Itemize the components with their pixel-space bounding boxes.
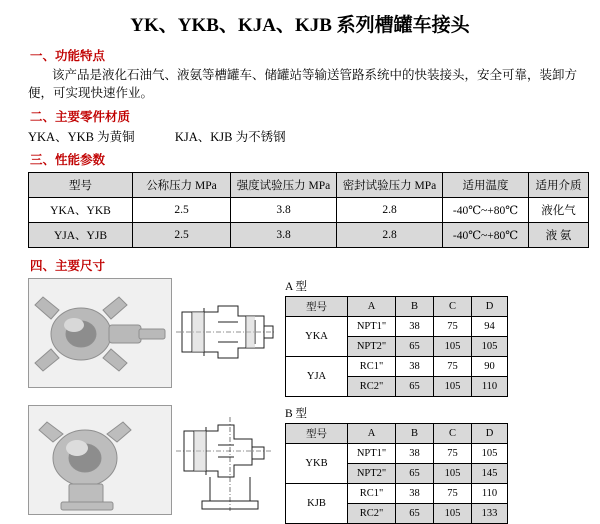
- dim-a-cell: 75: [434, 357, 472, 377]
- dim-a-cell: 90: [472, 357, 508, 377]
- features-paragraph: 该产品是液化石油气、液氨等槽罐车、储罐站等输送管路系统中的快装接头，安全可靠，装卸方便，可实现快速作业。: [28, 68, 578, 101]
- table-row: [286, 317, 508, 337]
- dim-b-cell: 65: [396, 504, 434, 524]
- dim-a-cell: RC2": [348, 377, 396, 397]
- performance-table-header-row: [29, 173, 589, 198]
- table-row: [286, 444, 508, 464]
- dim-b-cell: 75: [434, 484, 472, 504]
- perf-cell: 3.8: [231, 198, 337, 223]
- drawing-b: [172, 405, 277, 513]
- dim-a-cell: 75: [434, 317, 472, 337]
- dimension-block-a: [28, 278, 588, 397]
- dim-a-cell: 38: [396, 357, 434, 377]
- photo-a: [28, 278, 172, 388]
- perf-cell: 2.5: [133, 223, 231, 248]
- dim-a-cell: 105: [472, 337, 508, 357]
- drawing-a: [172, 278, 277, 386]
- photo-b: [28, 405, 172, 515]
- dim-a-header-cell: C: [434, 297, 472, 317]
- dim-b-model: KJB: [286, 484, 348, 524]
- perf-cell: 2.8: [337, 198, 443, 223]
- dim-a-cell: RC1": [348, 357, 396, 377]
- perf-cell: -40℃~+80℃: [443, 223, 529, 248]
- page-title: YK、YKB、KJA、KJB 系列槽罐车接头: [130, 15, 470, 36]
- drawing-a-graphic: [172, 278, 277, 386]
- dimension-table-a-wrap: [285, 278, 508, 397]
- dim-b-cell: 145: [472, 464, 508, 484]
- dim-b-cell: RC1": [348, 484, 396, 504]
- table-row: [286, 357, 508, 377]
- dim-a-cell: 105: [434, 337, 472, 357]
- drawing-b-graphic: [172, 405, 277, 513]
- dim-b-header-cell: A: [348, 424, 396, 444]
- dim-b-cell: 38: [396, 444, 434, 464]
- dim-a-header-cell: D: [472, 297, 508, 317]
- dimension-blocks: [28, 278, 588, 524]
- perf-header-cell: 型号: [29, 173, 133, 198]
- photo-a-graphic: [29, 279, 171, 387]
- table-row: [286, 484, 508, 504]
- perf-cell: 液化气: [529, 198, 589, 223]
- dim-a-header-cell: A: [348, 297, 396, 317]
- photo-b-graphic: [29, 406, 171, 514]
- dim-a-model: YKA: [286, 317, 348, 357]
- dim-b-cell: 75: [434, 444, 472, 464]
- type-label-b: B 型: [285, 408, 308, 421]
- section-heading-dimensions: 四、主要尺寸: [30, 259, 106, 274]
- dim-b-header-row: [286, 424, 508, 444]
- perf-header-cell: 适用温度: [443, 173, 529, 198]
- dim-b-header-cell: B: [396, 424, 434, 444]
- table-row: [29, 223, 589, 248]
- dimension-block-b: [28, 405, 588, 524]
- dimension-table-b: [285, 423, 508, 524]
- dim-b-header-cell: D: [472, 424, 508, 444]
- dim-a-cell: 105: [434, 377, 472, 397]
- table-row: [29, 198, 589, 223]
- dim-b-cell: NPT2": [348, 464, 396, 484]
- dimension-table-a: [285, 296, 508, 397]
- dim-b-cell: RC2": [348, 504, 396, 524]
- dim-b-model: YKB: [286, 444, 348, 484]
- dim-b-header-cell: 型号: [286, 424, 348, 444]
- dim-b-cell: 110: [472, 484, 508, 504]
- dim-a-cell: 65: [396, 377, 434, 397]
- material-line: [28, 127, 578, 145]
- dimension-table-b-wrap: [285, 405, 508, 524]
- dim-b-cell: 105: [472, 444, 508, 464]
- perf-header-cell: 公称压力 MPa: [133, 173, 231, 198]
- perf-cell: YJA、YJB: [29, 223, 133, 248]
- perf-cell: YKA、YKB: [29, 198, 133, 223]
- dim-a-header-cell: B: [396, 297, 434, 317]
- dim-b-cell: 65: [396, 464, 434, 484]
- section-heading-features: 一、功能特点: [30, 49, 106, 63]
- material-right-text: KJA、KJB 为不锈钢: [174, 130, 286, 145]
- dim-b-cell: 105: [434, 504, 472, 524]
- dim-b-cell: 105: [434, 464, 472, 484]
- perf-cell: 3.8: [231, 223, 337, 248]
- perf-header-cell: 强度试验压力 MPa: [231, 173, 337, 198]
- dim-a-cell: 65: [396, 337, 434, 357]
- material-left-text: YKA、YKB 为黄铜: [28, 130, 135, 145]
- dim-a-cell: 38: [396, 317, 434, 337]
- dim-b-cell: 38: [396, 484, 434, 504]
- dim-a-model: YJA: [286, 357, 348, 397]
- dim-a-cell: 94: [472, 317, 508, 337]
- dim-b-cell: 133: [472, 504, 508, 524]
- dim-a-cell: 110: [472, 377, 508, 397]
- perf-cell: 2.8: [337, 223, 443, 248]
- perf-header-cell: 密封试验压力 MPa: [337, 173, 443, 198]
- type-label-a: A 型: [285, 281, 308, 294]
- dim-b-header-cell: C: [434, 424, 472, 444]
- perf-header-cell: 适用介质: [529, 173, 589, 198]
- dim-a-cell: NPT1": [348, 317, 396, 337]
- perf-cell: 2.5: [133, 198, 231, 223]
- dim-b-cell: NPT1": [348, 444, 396, 464]
- perf-cell: 液 氨: [529, 223, 589, 248]
- dim-a-header-row: [286, 297, 508, 317]
- perf-cell: -40℃~+80℃: [443, 198, 529, 223]
- dim-a-cell: NPT2": [348, 337, 396, 357]
- section-heading-performance: 三、性能参数: [30, 153, 106, 168]
- dim-a-header-cell: 型号: [286, 297, 348, 317]
- section-heading-material: 二、主要零件材质: [30, 110, 131, 125]
- performance-table: [28, 172, 589, 248]
